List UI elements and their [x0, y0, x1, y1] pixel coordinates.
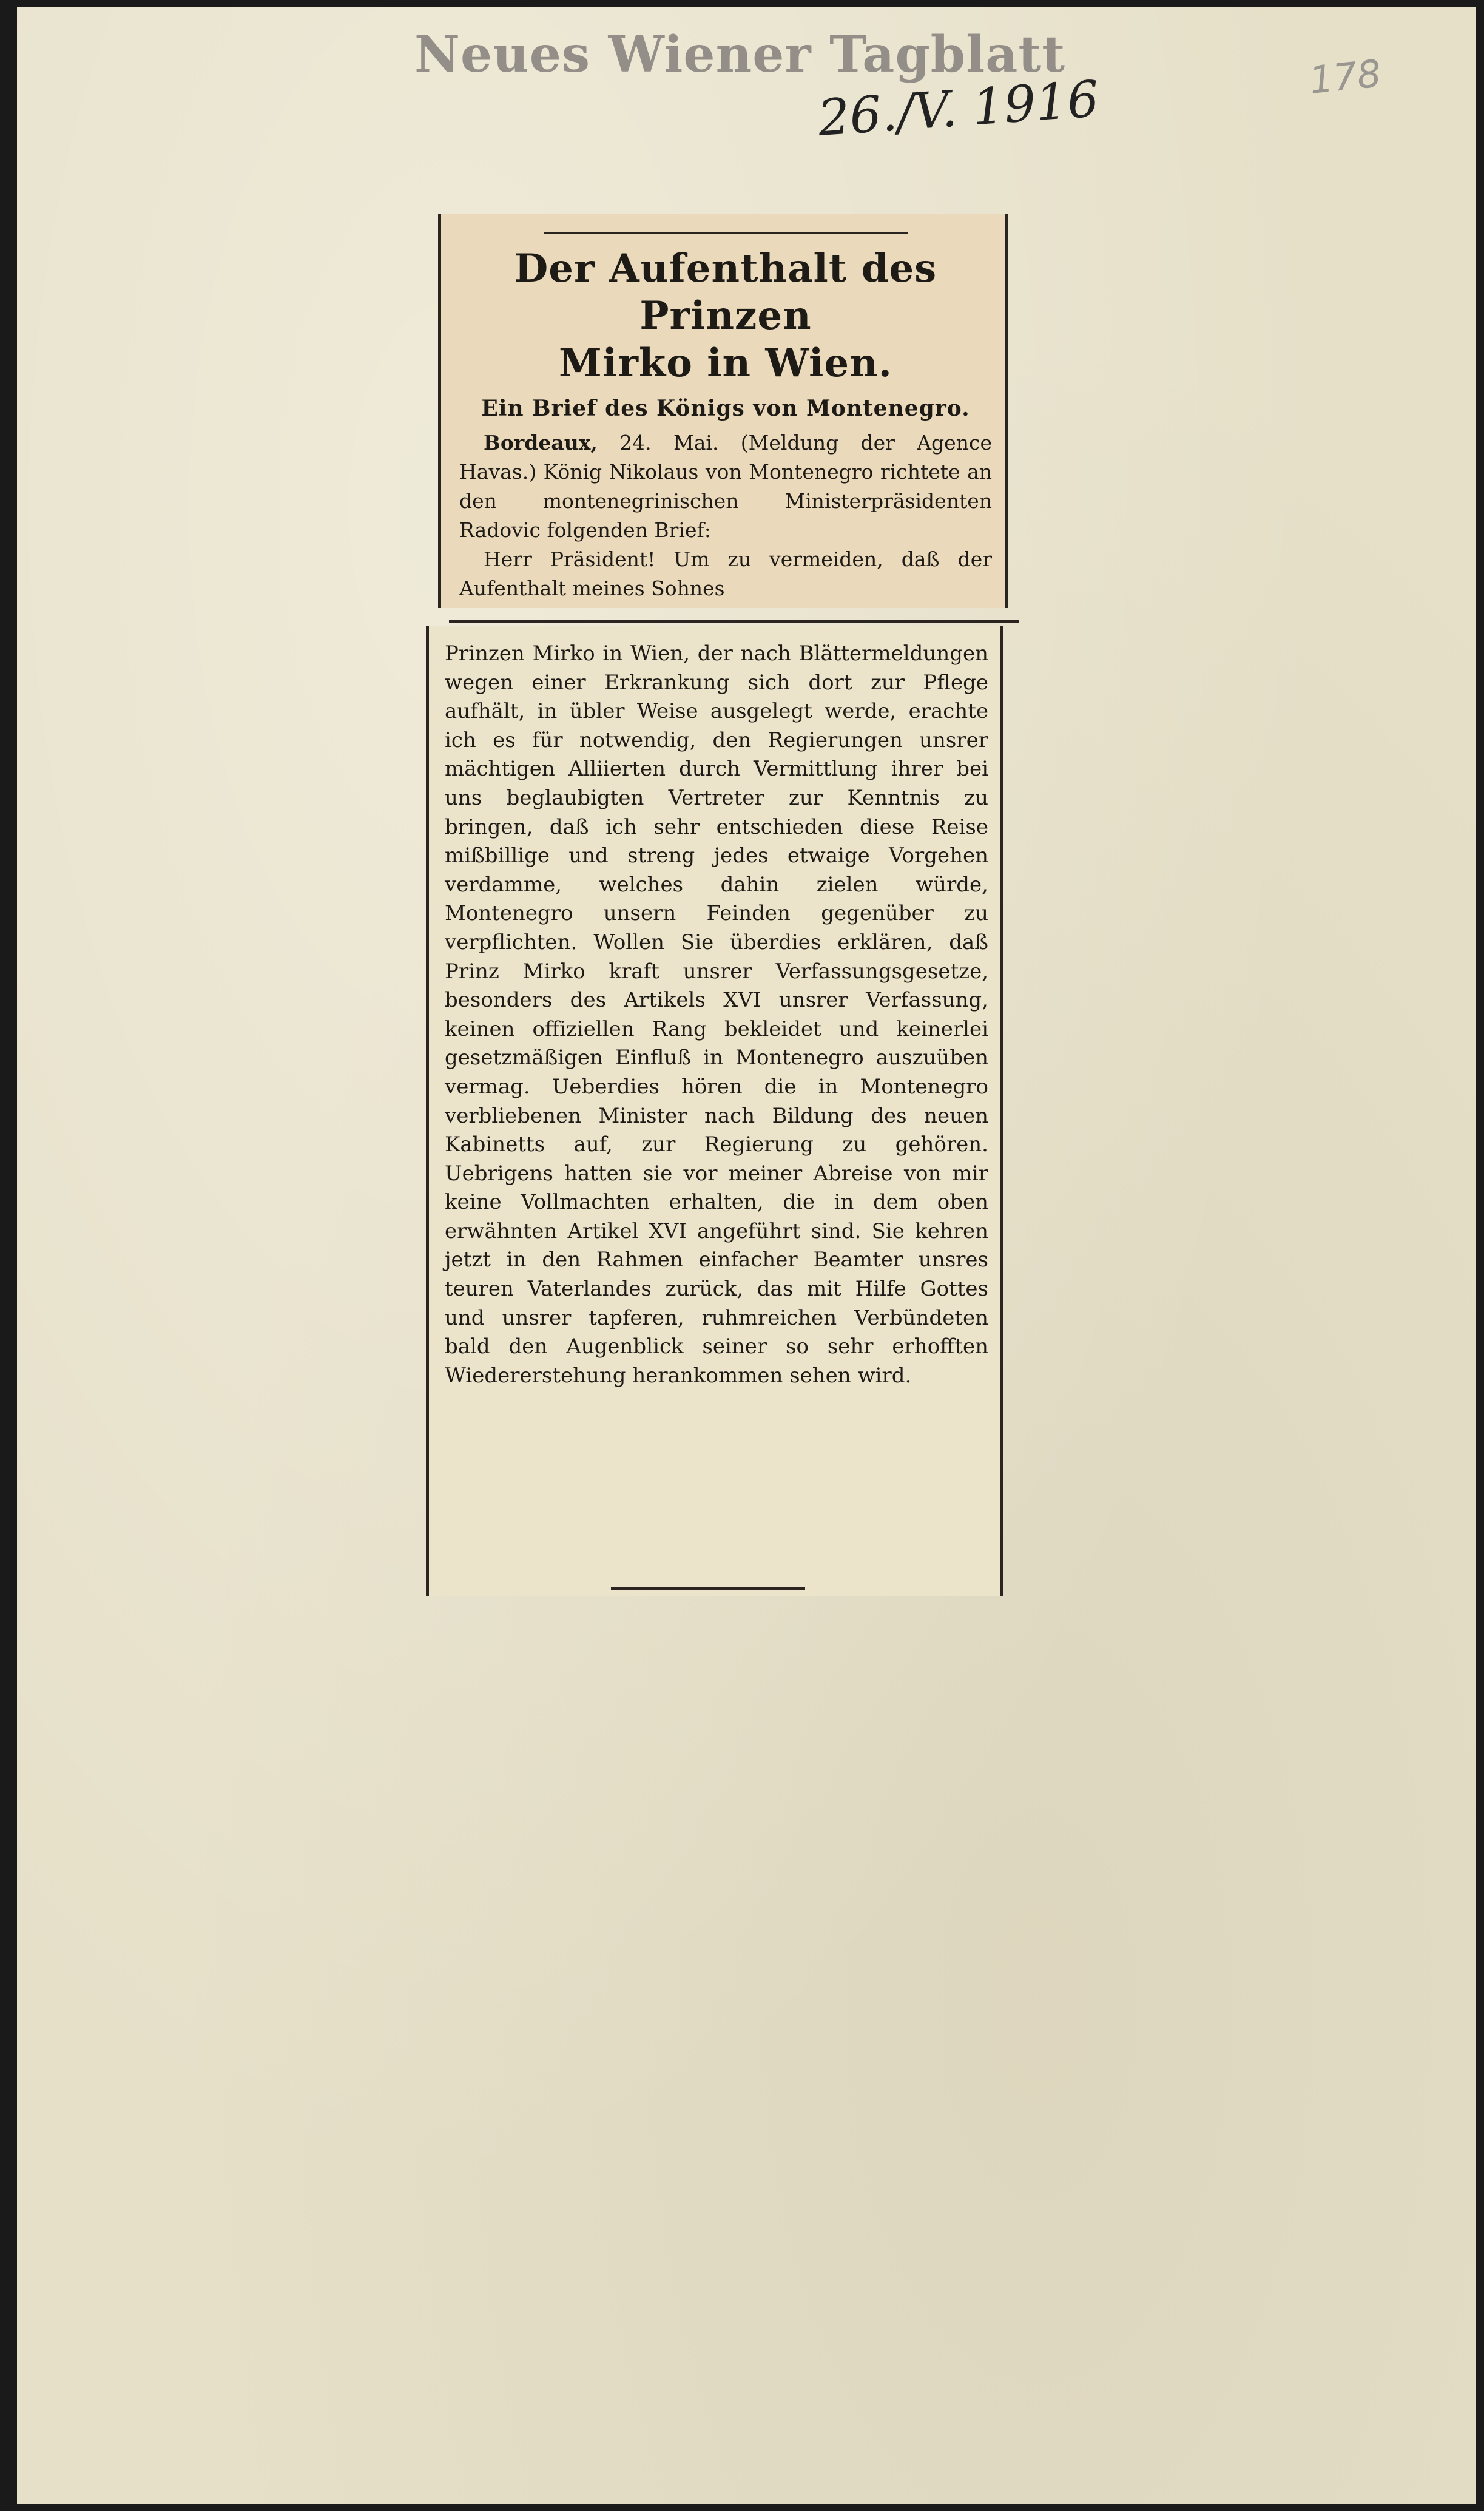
- clipping-bottom: [426, 626, 1003, 1596]
- top-rule: [544, 232, 908, 234]
- article-subheadline: Ein Brief des Königs von Montenegro.: [481, 396, 970, 421]
- article-continuation: Prinzen Mirko in Wien, der nach Blättermeldungen wegen einer Erkrankung sich dort zur Pflege aufhält, in übler Weise ausgelegt werde, erachte ich es für notwendig, den Regierungen unsrer mächtigen Alliierten durch Vermittlung ihrer bei uns beglaubigten Vertreter zur Kenntnis zu bringen, daß ich sehr entschieden diese Reise mißbillige und streng jedes etwaige Vorgehen verdamme, welches dahin zielen würde, Montenegro unsern Feinden gegenüber zu verpflichten. Wollen Sie überdies erklären, daß Prinz Mirko kraft unsrer Verfassungsgesetze, besonders des Artikels XVI unsrer Verfassung, keinen offiziellen Rang bekleidet und keinerlei gesetzmäßigen Einfluß in Montenegro auszuüben vermag. Ueberdies hören die in Montenegro verbliebenen Minister nach Bildung des neuen Kabinetts auf, zur Regierung zu gehören. Uebrigens hatten sie vor meiner Abreise von mir keine Vollmachten erhalten, die in dem oben erwähnten Artikel XVI angeführt sind. Sie kehren jetzt in den Rahmen einfacher Beamter unsres teuren Vaterlandes zurück, das mit Hilfe Gottes und unsrer tapferen, ruhmreichen Verbündeten bald den Augenblick seiner so sehr erhofften Wiedererstehung herankommen sehen wird.: [445, 641, 988, 1388]
- article-intro: [459, 428, 992, 545]
- page-number: 178: [1307, 51, 1383, 103]
- letter-start: Herr Präsident! Um zu vermeiden, daß der Aufenthalt meines Sohnes: [459, 547, 992, 600]
- clipping-top: [438, 214, 1008, 608]
- article-headline: [459, 245, 992, 387]
- bottom-rule: [611, 1587, 805, 1590]
- headline-line-2: Mirko in Wien.: [559, 340, 892, 386]
- separator-rule: [449, 620, 1019, 623]
- handwritten-date: 26./V. 1916: [816, 70, 1101, 148]
- newspaper-stamp: Neues Wiener Tagblatt: [414, 25, 1066, 84]
- article-dateline: Bordeaux,: [484, 431, 598, 455]
- headline-line-1: Der Aufenthalt des Prinzen: [514, 246, 937, 339]
- article-intro-text: 24. Mai. (Meldung der Agence Havas.) König Nikolaus von Montenegro richtete an den montenegrinischen Ministerpräsidenten Radovic folgenden Brief:: [459, 431, 992, 542]
